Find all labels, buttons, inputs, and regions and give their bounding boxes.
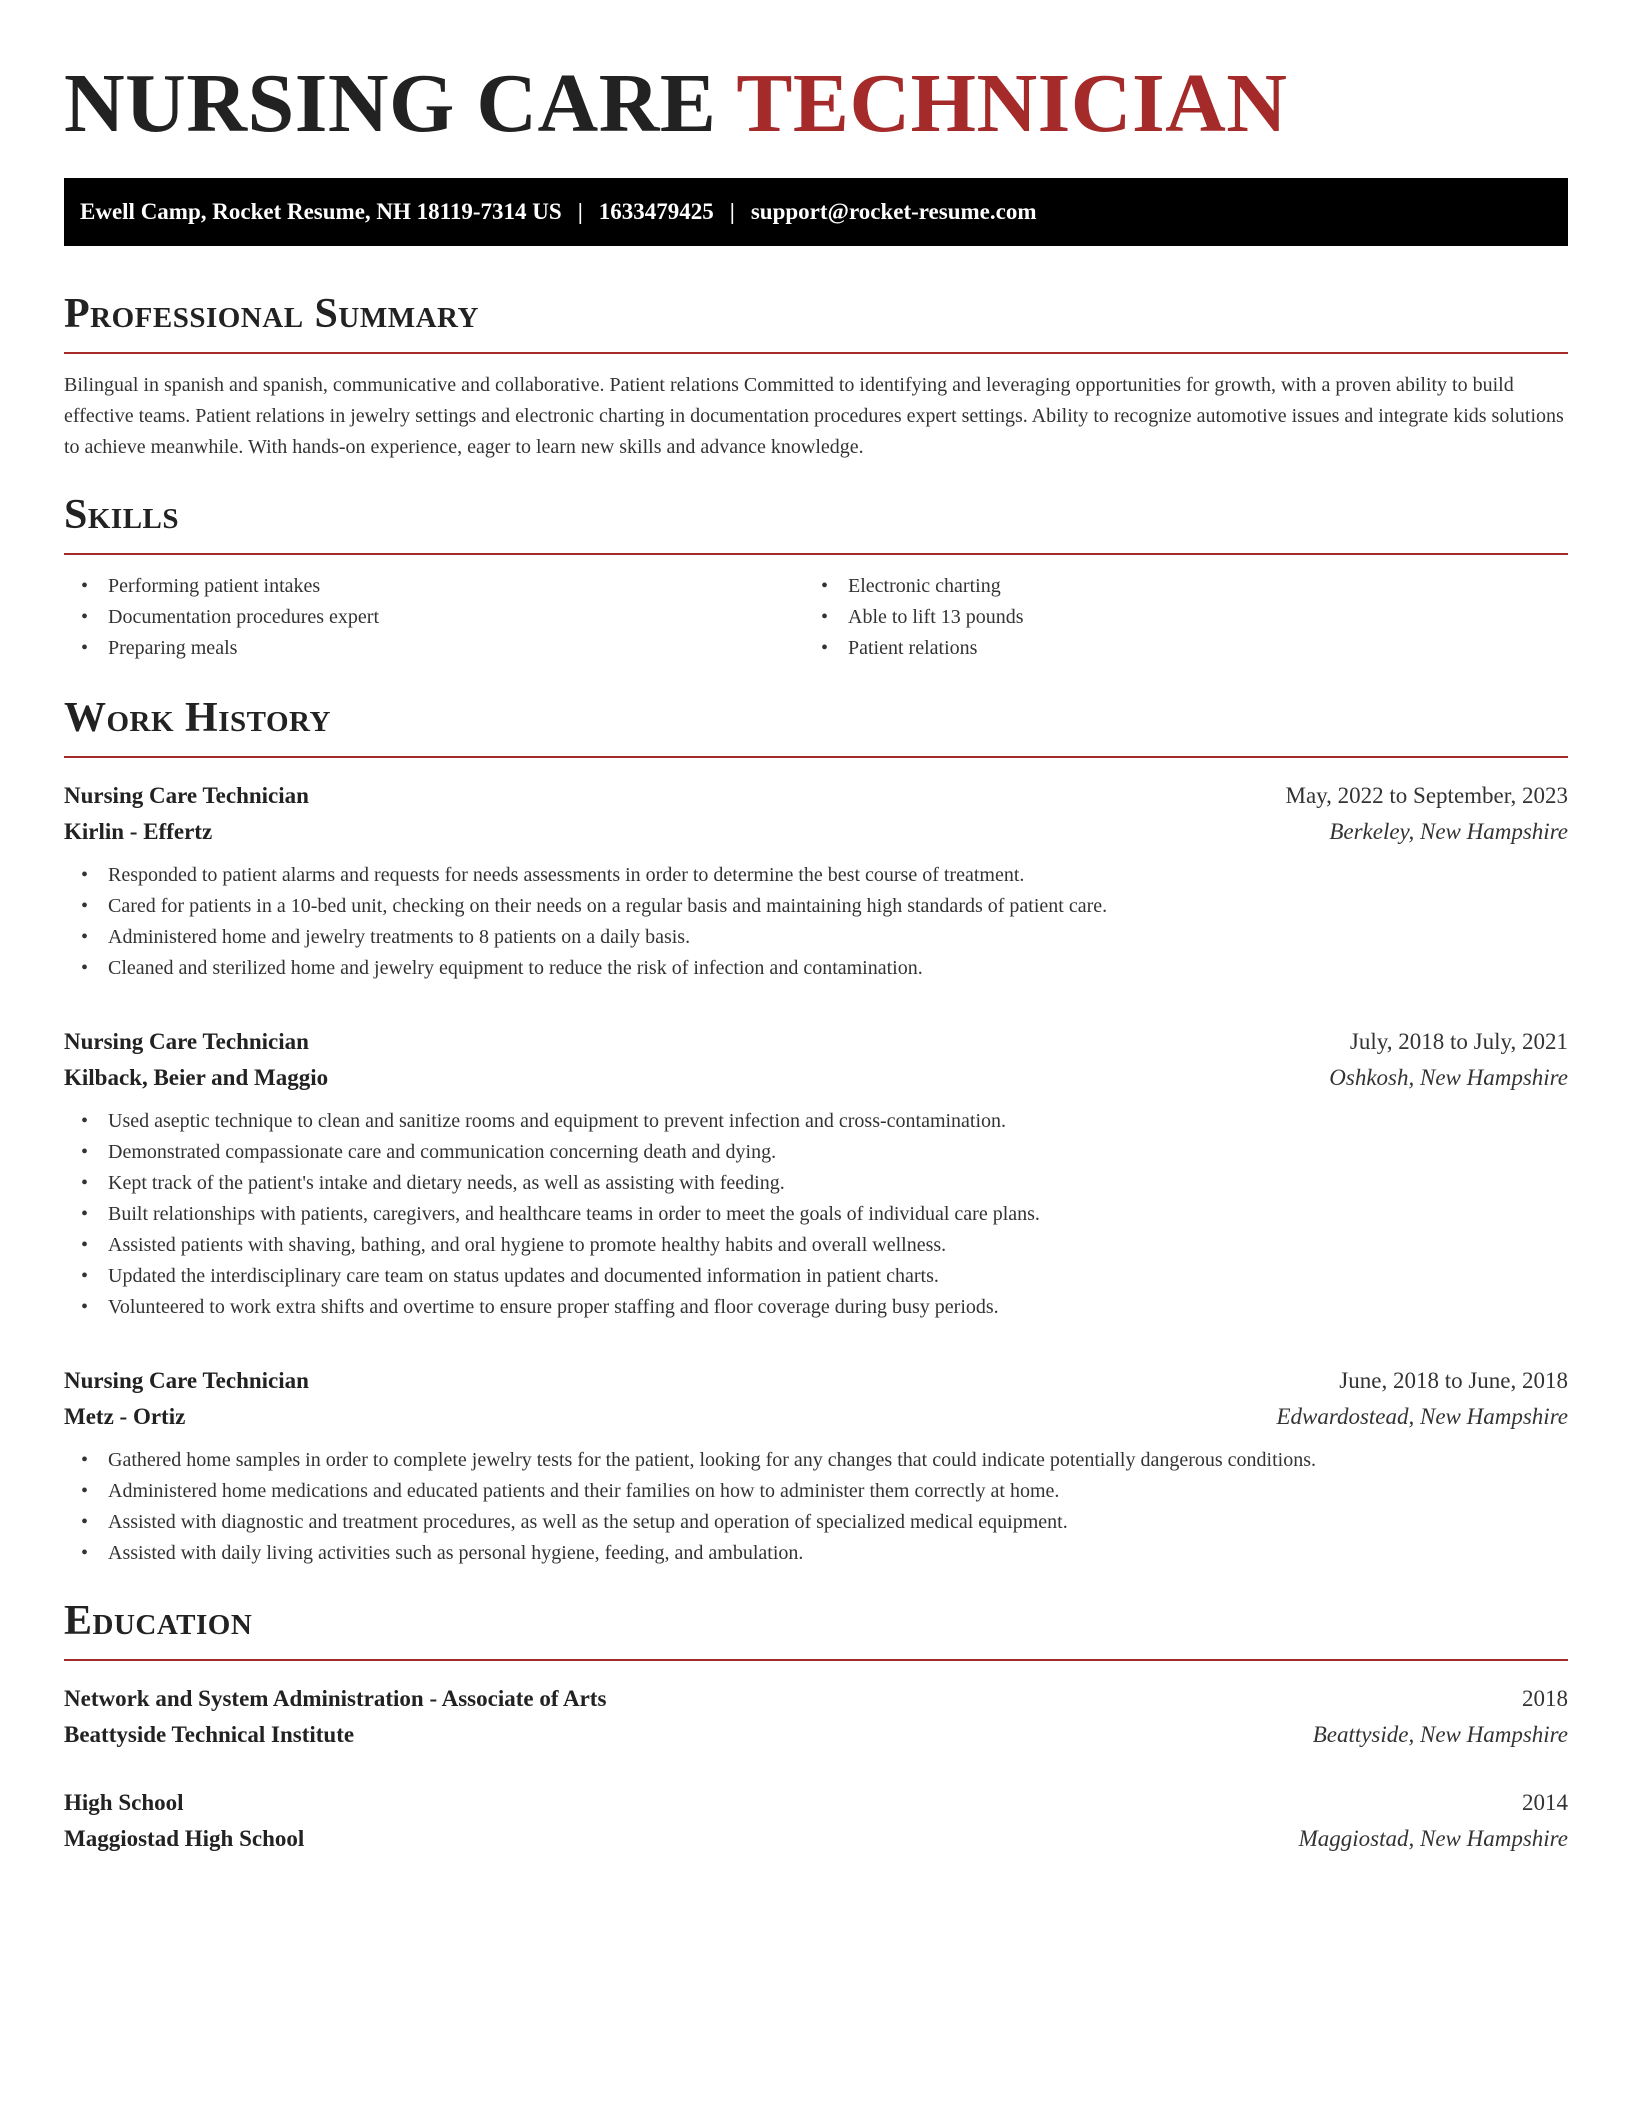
- work-heading: Work History: [64, 695, 331, 741]
- summary-section: [64, 290, 1568, 463]
- skill-item: • Able to lift 13 pounds: [804, 602, 1568, 633]
- section-divider: [64, 553, 1568, 555]
- education-school: Maggiostad High School: [64, 1826, 305, 1851]
- title-part-2: TECHNICIAN: [736, 57, 1288, 150]
- job-entry: [64, 1363, 1568, 1569]
- education-degree: High School: [64, 1790, 184, 1815]
- job-title: Nursing Care Technician: [64, 1029, 309, 1054]
- job-dates: July, 2018 to July, 2021: [1349, 1029, 1568, 1054]
- skills-list-left: [64, 571, 804, 664]
- job-dates: June, 2018 to June, 2018: [1339, 1368, 1568, 1393]
- job-bullet: • Cleaned and sterilized home and jewelry equipment to reduce the risk of infection and contamination.: [64, 953, 1568, 984]
- job-bullet: • Cared for patients in a 10-bed unit, checking on their needs on a regular basis and maintaining high standards of patient care.: [64, 891, 1568, 922]
- skills-heading: Skills: [64, 492, 180, 538]
- job-company: Metz - Ortiz: [64, 1404, 186, 1429]
- education-section: [64, 1597, 1568, 1857]
- education-heading: Education: [64, 1598, 253, 1644]
- job-location: Berkeley, New Hampshire: [1329, 819, 1568, 844]
- education-location: Maggiostad, New Hampshire: [1298, 1826, 1568, 1851]
- job-company-row: [64, 1399, 1568, 1435]
- education-entry: [64, 1785, 1568, 1857]
- skill-item: • Performing patient intakes: [64, 571, 804, 602]
- job-bullet: • Updated the interdisciplinary care team on status updates and documented information in patient charts.: [64, 1261, 1568, 1292]
- job-location: Edwardostead, New Hampshire: [1276, 1404, 1568, 1429]
- job-company-row: [64, 814, 1568, 850]
- work-section: [64, 694, 1568, 1569]
- job-bullet: • Assisted with diagnostic and treatment procedures, as well as the setup and operation of specialized medical equipment.: [64, 1507, 1568, 1538]
- job-title: Nursing Care Technician: [64, 1368, 309, 1393]
- education-location: Beattyside, New Hampshire: [1312, 1722, 1568, 1747]
- summary-heading: Professional Summary: [64, 291, 479, 337]
- job-title-row: [64, 1363, 1568, 1399]
- education-degree: Network and System Administration - Associate of Arts: [64, 1686, 607, 1711]
- job-bullet: • Gathered home samples in order to complete jewelry tests for the patient, looking for any changes that could indicate potentially dangerous conditions.: [64, 1445, 1568, 1476]
- job-bullet: • Assisted patients with shaving, bathing, and oral hygiene to promote healthy habits and overall wellness.: [64, 1230, 1568, 1261]
- section-divider: [64, 352, 1568, 354]
- title-part-1: NURSING CARE: [64, 57, 717, 150]
- job-bullet: • Responded to patient alarms and requests for needs assessments in order to determine the best course of treatment.: [64, 860, 1568, 891]
- skills-section: [64, 491, 1568, 664]
- job-bullets: [64, 1445, 1568, 1569]
- job-bullet: • Built relationships with patients, caregivers, and healthcare teams in order to meet the goals of individual care plans.: [64, 1199, 1568, 1230]
- education-degree-row: [64, 1681, 1568, 1717]
- contact-address: Ewell Camp, Rocket Resume, NH 18119-7314 US: [80, 199, 562, 224]
- job-bullet: • Administered home and jewelry treatments to 8 patients on a daily basis.: [64, 922, 1568, 953]
- job-dates: May, 2022 to September, 2023: [1285, 783, 1568, 808]
- education-school-row: [64, 1717, 1568, 1753]
- job-title-row: [64, 1024, 1568, 1060]
- skill-item: • Electronic charting: [804, 571, 1568, 602]
- summary-text: Bilingual in spanish and spanish, communicative and collaborative. Patient relations Committed to identifying and leveraging opportunities for growth, with a proven ability to build effective teams. Patient relations in jewelry settings and electronic charting in documentation procedures expert settings. Ability to recognize automotive issues and integrate kids solutions to achieve meanwhile. With hands-on experience, eager to learn new skills and advance knowledge.: [64, 374, 1564, 458]
- job-bullet: • Assisted with daily living activities such as personal hygiene, feeding, and ambulation.: [64, 1538, 1568, 1569]
- job-bullet: • Used aseptic technique to clean and sanitize rooms and equipment to prevent infection and cross-contamination.: [64, 1106, 1568, 1137]
- education-school-row: [64, 1821, 1568, 1857]
- job-bullet: • Kept track of the patient's intake and dietary needs, as well as assisting with feeding.: [64, 1168, 1568, 1199]
- job-location: Oshkosh, New Hampshire: [1329, 1065, 1568, 1090]
- job-bullets: [64, 1106, 1568, 1323]
- job-company-row: [64, 1060, 1568, 1096]
- education-year: 2014: [1522, 1790, 1568, 1815]
- job-title-row: [64, 778, 1568, 814]
- skills-grid: [64, 571, 1568, 664]
- job-bullets: [64, 860, 1568, 984]
- education-year: 2018: [1522, 1686, 1568, 1711]
- skills-list-right: [804, 571, 1568, 664]
- contact-separator: |: [729, 199, 735, 224]
- contact-bar: [64, 178, 1568, 246]
- skill-item: • Documentation procedures expert: [64, 602, 804, 633]
- contact-email[interactable]: support@rocket-resume.com: [750, 199, 1037, 224]
- section-divider: [64, 1659, 1568, 1661]
- contact-phone: 1633479425: [598, 199, 714, 224]
- job-entry: [64, 778, 1568, 984]
- job-bullet: • Volunteered to work extra shifts and overtime to ensure proper staffing and floor coverage during busy periods.: [64, 1292, 1568, 1323]
- education-school: Beattyside Technical Institute: [64, 1722, 355, 1747]
- job-bullet: • Demonstrated compassionate care and communication concerning death and dying.: [64, 1137, 1568, 1168]
- job-title: Nursing Care Technician: [64, 783, 309, 808]
- section-divider: [64, 756, 1568, 758]
- job-company: Kilback, Beier and Maggio: [64, 1065, 329, 1090]
- skill-item: • Patient relations: [804, 633, 1568, 664]
- resume-title: [64, 0, 1568, 150]
- job-entry: [64, 1024, 1568, 1323]
- education-entry: [64, 1681, 1568, 1753]
- job-bullet: • Administered home medications and educated patients and their families on how to administer them correctly at home.: [64, 1476, 1568, 1507]
- education-degree-row: [64, 1785, 1568, 1821]
- contact-separator: |: [577, 199, 583, 224]
- job-company: Kirlin - Effertz: [64, 819, 213, 844]
- skill-item: • Preparing meals: [64, 633, 804, 664]
